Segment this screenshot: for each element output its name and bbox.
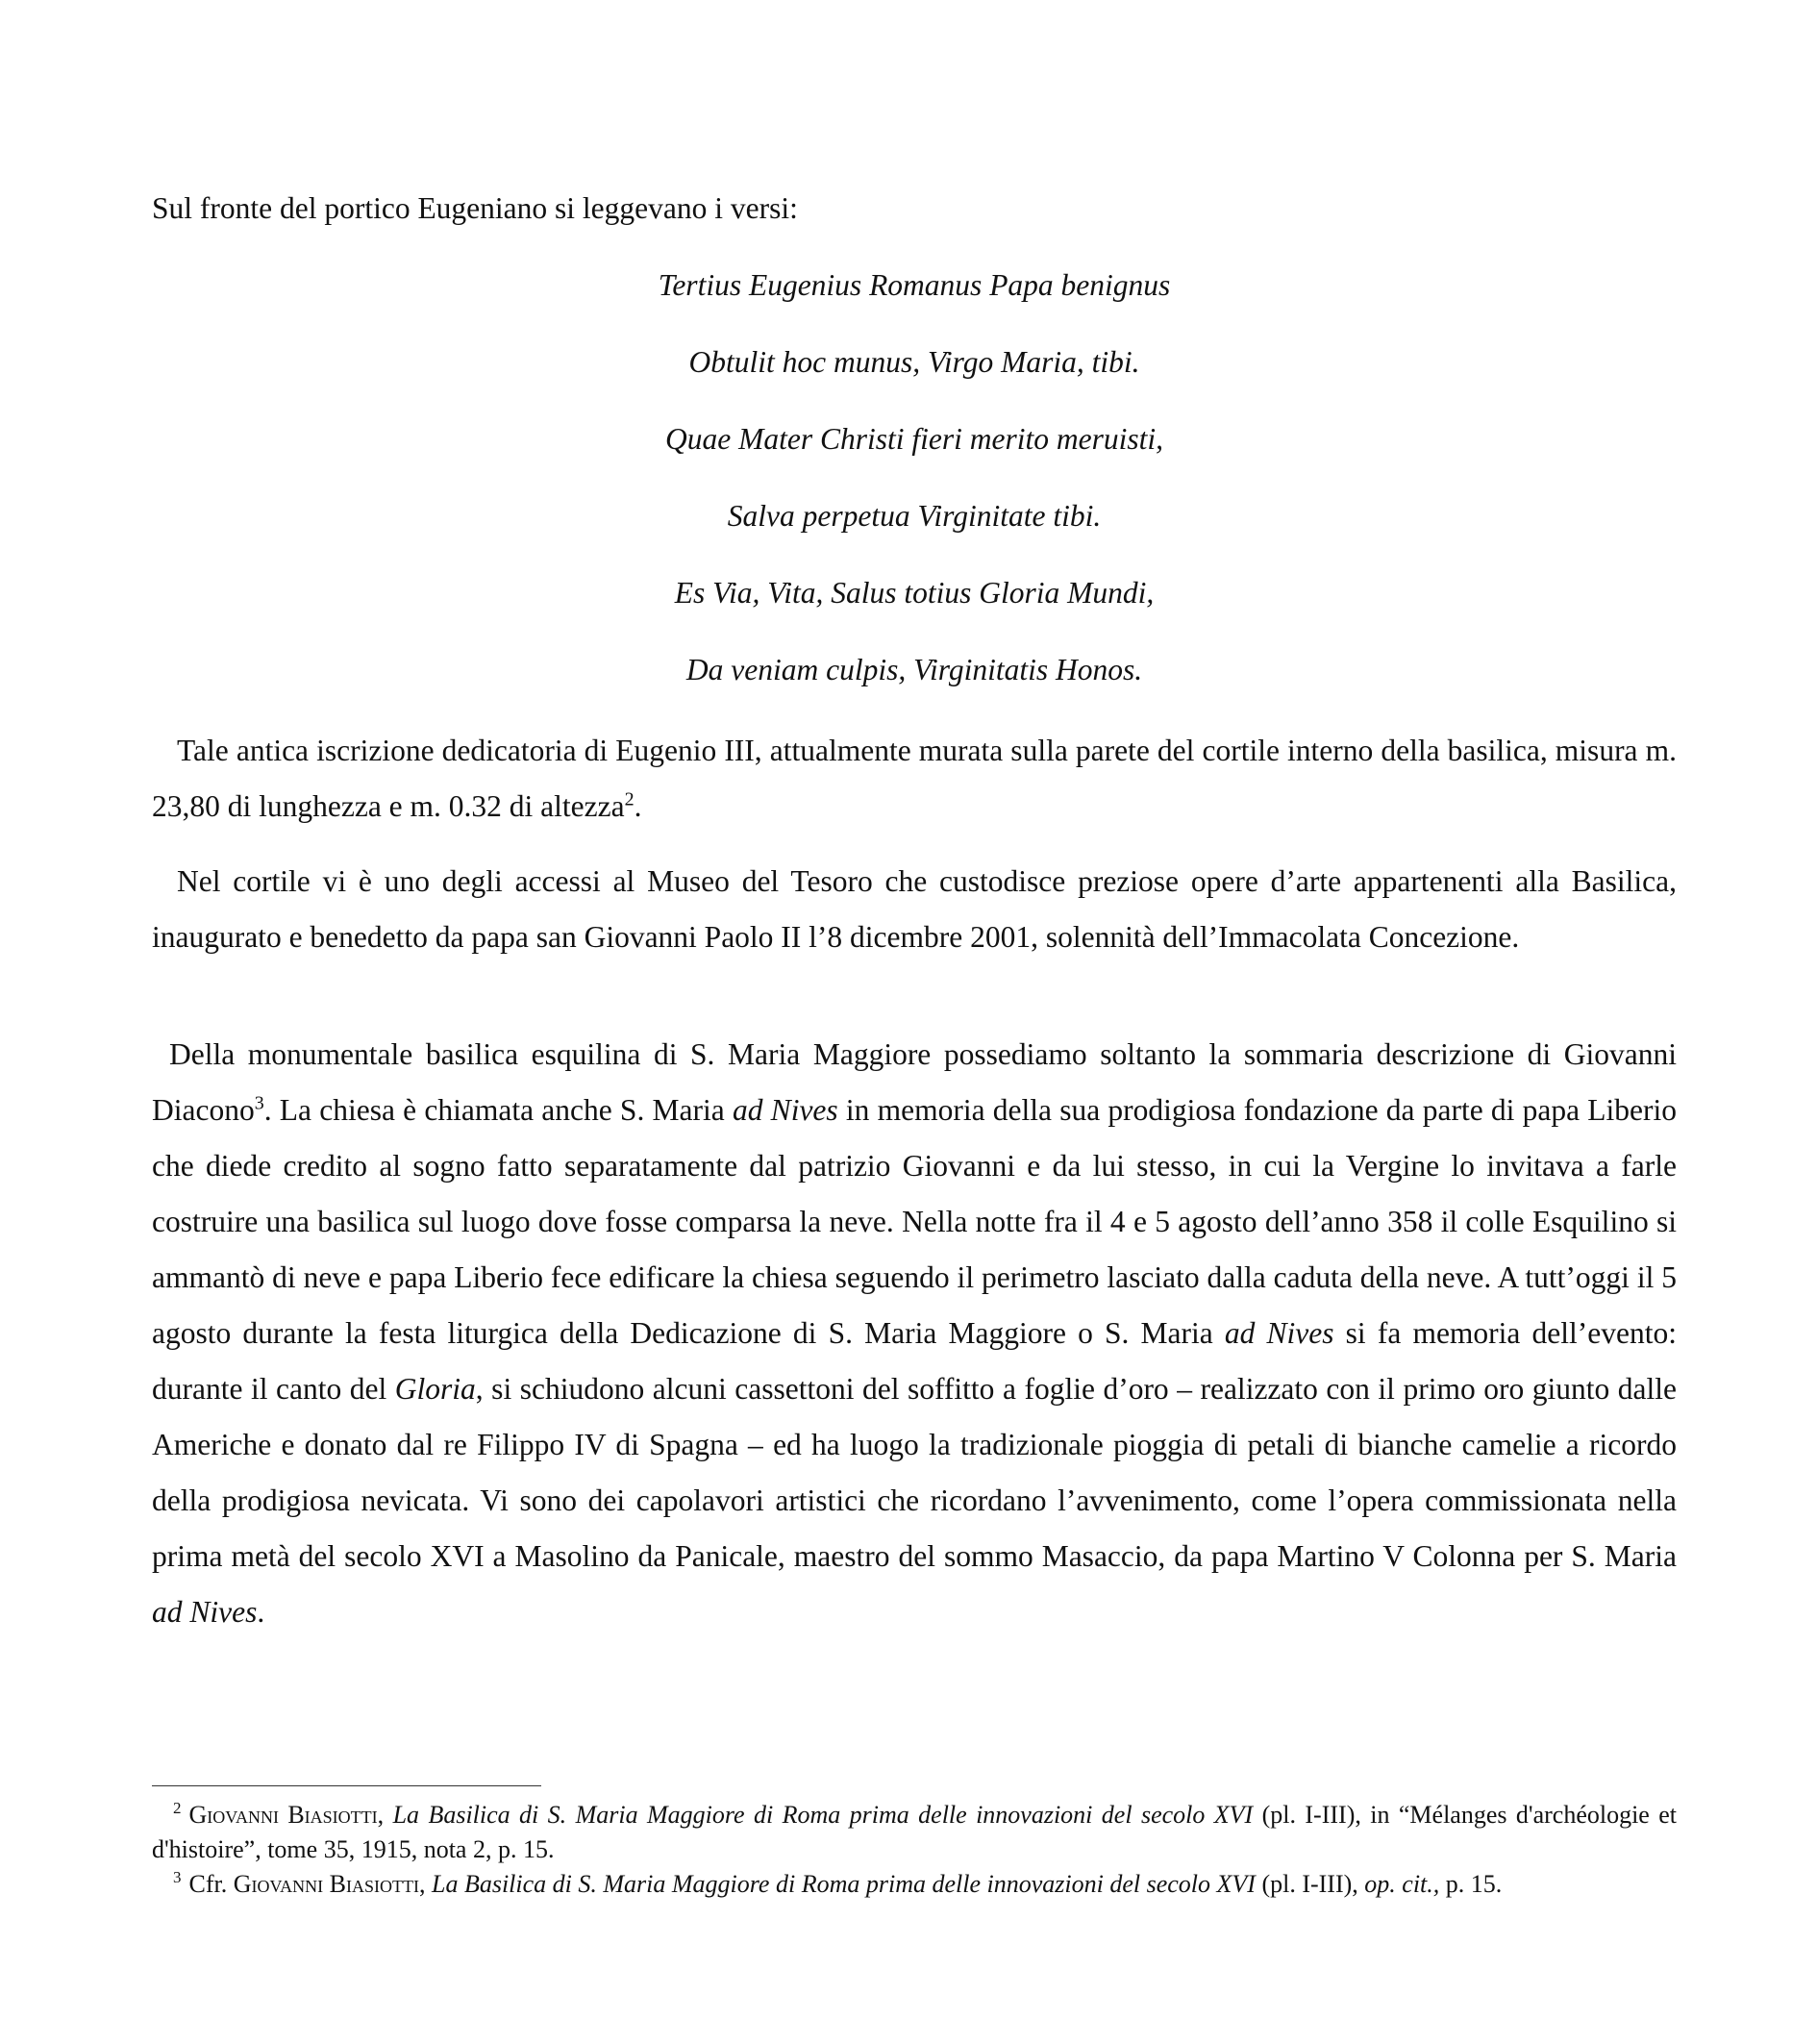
poem-line: Es Via, Vita, Salus totius Gloria Mundi, [674, 576, 1155, 610]
paragraph-text: , si schiudono alcuni cassettoni del soffitto a foglie d’oro – realizzato con il primo oro giunto dalle Americhe e donato dal re Filippo IV di Spagna – ed ha luogo la tradizionale pioggia di petali di bianche camelie a ricordo della prodigiosa nevicata. Vi sono dei capolavori artistici che ricordano l’avvenimento, come l’opera commissionata nella prima metà del secolo XVI a Masolino da Panicale, maestro del sommo Masaccio, da papa Martino V Colonna per S. Maria [152, 1372, 1677, 1573]
poem-inscription [152, 258, 1677, 719]
intro-line: Sul fronte del portico Eugeniano si leggevano i versi: [152, 191, 798, 225]
footnote-title: La Basilica di S. Maria Maggiore di Roma prima delle innovazioni del secolo XVI [432, 1870, 1256, 1898]
poem-line: Tertius Eugenius Romanus Papa benignus [658, 268, 1171, 302]
paragraph-end: . [634, 789, 642, 823]
paragraph-text: Tale antica iscrizione dedicatoria di Eugenio III, attualmente murata sulla parete del cortile interno della basilica, misura m. 23,80 di lunghezza e m. 0.32 di altezza [152, 734, 1677, 823]
paragraph-text: . [257, 1595, 265, 1629]
paragraph-museum: Nel cortile vi è uno degli accessi al Museo del Tesoro che custodisce preziose opere d’arte appartenenti alla Basilica, inaugurato e benedetto da papa san Giovanni Paolo II l’8 dicembre 2001, solennità dell’Immacolata Concezione. [152, 864, 1677, 954]
italic-term: ad Nives [1224, 1316, 1334, 1350]
footnote-text: (pl. I-III), [1255, 1870, 1365, 1898]
footnote-2 [152, 1798, 1677, 1867]
paragraph-inscription [152, 723, 1677, 835]
paragraph-text: Della monumentale basilica esquilina di S. Maria Maggiore possediamo soltanto la sommaria descrizione di Giovanni Diacono [152, 1037, 1677, 1127]
footnote-3 [152, 1867, 1677, 1902]
footnote-separator [152, 1785, 541, 1786]
footnote-author: Giovanni Biasiotti, [188, 1801, 385, 1829]
paragraph-text: si fa memoria dell’evento: durante il canto del [152, 1316, 1677, 1406]
paragraph-text: in memoria della sua prodigiosa fondazione da parte di papa Liberio che diede credito al sogno fatto separatamente dal patrizio Giovanni e da lui stesso, in cui la Vergine lo invitava a farle costruire una basilica sul luogo dove fosse comparsa la neve. Nella notte fra il 4 e 5 agosto dell’anno 358 il colle Esquilino si ammantò di neve e papa Liberio fece edificare la chiesa seguendo il perimetro lasciato dalla caduta della neve. A tutt’oggi il 5 agosto durante la festa liturgica della Dedicazione di S. Maria Maggiore o S. Maria [152, 1093, 1677, 1350]
footnote-author: Giovanni Biasiotti, [233, 1870, 426, 1898]
poem-line: Da veniam culpis, Virginitatis Honos. [685, 653, 1143, 686]
footnote-ref[interactable]: 2 [624, 788, 635, 810]
italic-term: ad Nives [732, 1093, 838, 1127]
footnotes [152, 1798, 1677, 1902]
italic-term: ad Nives [152, 1595, 258, 1629]
poem-line: Obtulit hoc munus, Virgo Maria, tibi. [688, 345, 1140, 379]
footnote-text: (pl. I-III), in “Mélanges d'archéologie et d'histoire”, tome 35, 1915, nota 2, p. 15. [152, 1801, 1678, 1863]
footnote-prefix: Cfr. [188, 1870, 234, 1898]
poem-line: Quae Mater Christi fieri merito meruisti, [665, 422, 1163, 456]
paragraph-basilica [152, 1027, 1677, 1640]
poem-line: Salva perpetua Virginitate tibi. [727, 499, 1102, 533]
footnote-text: p. 15. [1439, 1870, 1503, 1898]
footnote-opcit: op. cit., [1364, 1870, 1440, 1898]
footnote-title: La Basilica di S. Maria Maggiore di Roma prima delle innovazioni del secolo XVI [392, 1801, 1254, 1829]
footnote-ref[interactable]: 3 [254, 1092, 264, 1114]
footnote-number: 2 [173, 1799, 182, 1818]
footnote-number: 3 [173, 1868, 182, 1887]
italic-term: Gloria [394, 1372, 476, 1406]
paragraph-text: . La chiesa è chiamata anche S. Maria [263, 1093, 733, 1127]
